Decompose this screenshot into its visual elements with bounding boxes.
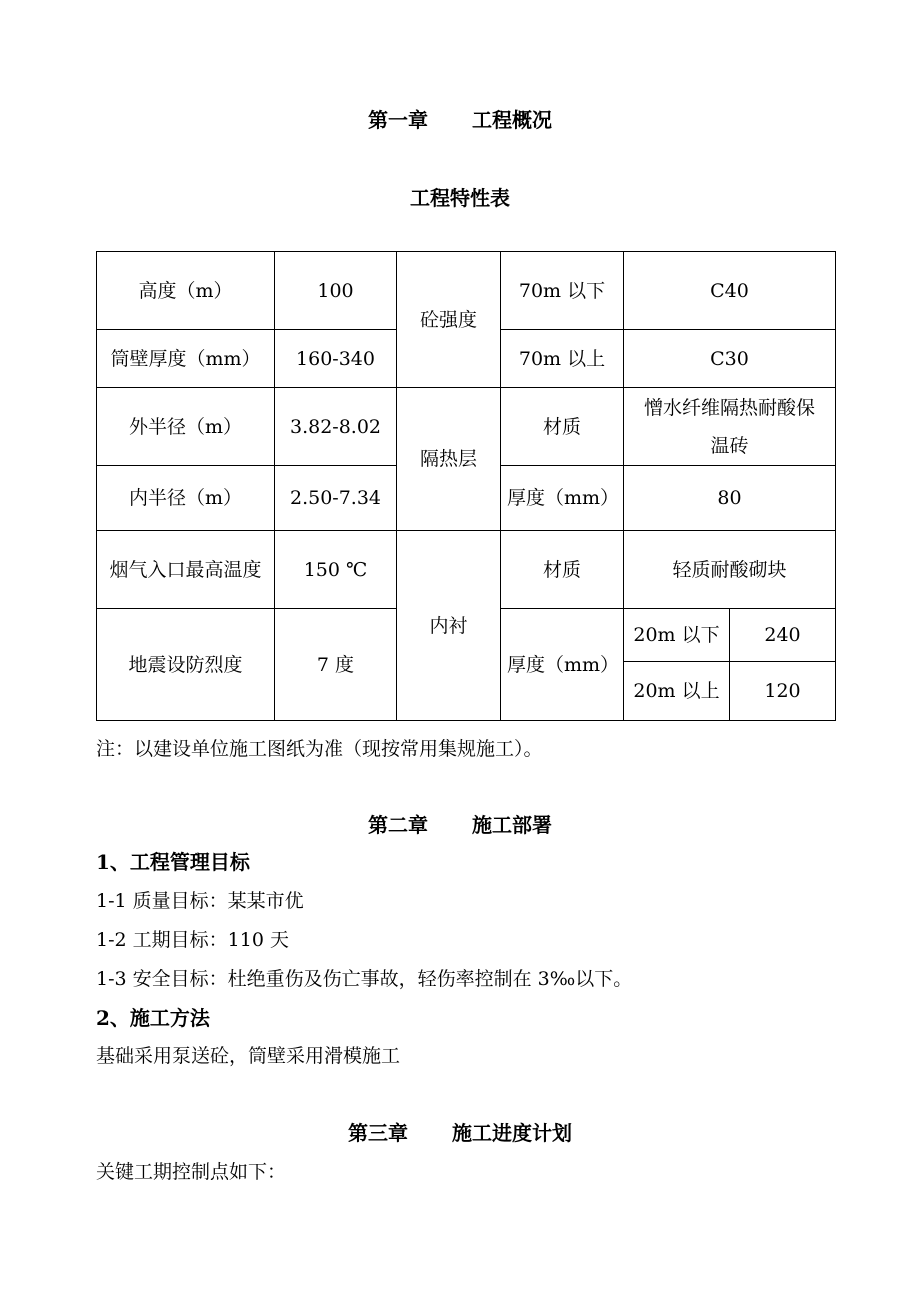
below-20m-value: 240 [730, 609, 836, 662]
table-note: 注：以建设单位施工图纸为准（现按常用集规施工）。 [96, 738, 543, 760]
insulation-layer-label: 隔热层 [397, 388, 501, 531]
chapter-2-title [0, 813, 920, 837]
chapter-2-label: 第二章 [368, 813, 428, 837]
quality-target: 1-1 质量目标：某某市优 [96, 890, 304, 912]
inner-radius-label: 内半径（m） [97, 466, 275, 531]
insulation-material-value: 憎水纤维隔热耐酸保温砖 [624, 388, 836, 466]
height-value: 100 [275, 252, 397, 330]
inner-radius-value: 2.50-7.34 [275, 466, 397, 531]
chapter-3-name: 施工进度计划 [452, 1121, 572, 1145]
schedule-intro: 关键工期控制点如下： [96, 1161, 287, 1183]
outer-radius-label: 外半径（m） [97, 388, 275, 466]
above-20m-label: 20m 以上 [624, 662, 730, 721]
section-1-heading: 1、工程管理目标 [96, 850, 250, 874]
above-70m-label: 70m 以上 [501, 330, 624, 388]
section-2-heading: 2、施工方法 [96, 1006, 210, 1030]
wall-thickness-label: 筒壁厚度（mm） [97, 330, 275, 388]
chapter-2-name: 施工部署 [472, 813, 552, 837]
above-20m-value: 120 [730, 662, 836, 721]
outer-radius-value: 3.82-8.02 [275, 388, 397, 466]
engineering-spec-table [96, 251, 836, 721]
insulation-material-label: 材质 [501, 388, 624, 466]
chapter-1-name: 工程概况 [472, 108, 552, 132]
below-70m-value: C40 [624, 252, 836, 330]
safety-target: 1-3 安全目标：杜绝重伤及伤亡事故，轻伤率控制在 3‰以下。 [96, 968, 633, 990]
lining-material-value: 轻质耐酸砌块 [624, 531, 836, 609]
insulation-thickness-label: 厚度（mm） [501, 466, 624, 531]
table-row [97, 531, 836, 609]
below-70m-label: 70m 以下 [501, 252, 624, 330]
chapter-1-label: 第一章 [368, 108, 428, 132]
lining-material-label: 材质 [501, 531, 624, 609]
chapter-1-title [0, 108, 920, 132]
chapter-3-label: 第三章 [348, 1121, 408, 1145]
construction-method: 基础采用泵送砼，筒壁采用滑模施工 [96, 1045, 401, 1067]
table-row [97, 388, 836, 466]
concrete-strength-label: 砼强度 [397, 252, 501, 388]
seismic-value: 7 度 [275, 609, 397, 721]
lining-label: 内衬 [397, 531, 501, 721]
table-row [97, 252, 836, 330]
flue-gas-temp-value: 150 ℃ [275, 531, 397, 609]
insulation-thickness-value: 80 [624, 466, 836, 531]
lining-thickness-label: 厚度（mm） [501, 609, 624, 721]
flue-gas-temp-label: 烟气入口最高温度 [97, 531, 275, 609]
height-label: 高度（m） [97, 252, 275, 330]
table-title: 工程特性表 [410, 186, 510, 210]
below-20m-label: 20m 以下 [624, 609, 730, 662]
schedule-target: 1-2 工期目标：110 天 [96, 929, 289, 951]
wall-thickness-value: 160-340 [275, 330, 397, 388]
chapter-3-title [0, 1121, 920, 1145]
seismic-label: 地震设防烈度 [97, 609, 275, 721]
above-70m-value: C30 [624, 330, 836, 388]
